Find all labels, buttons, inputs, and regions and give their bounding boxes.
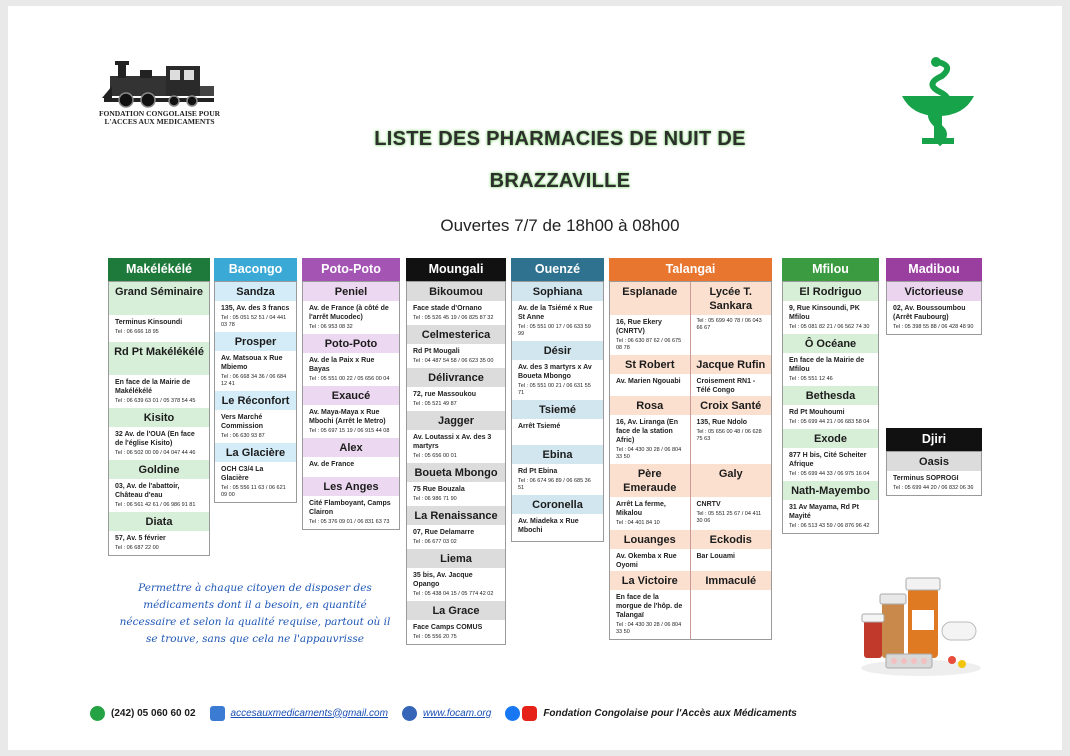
pharmacy-name: Le Réconfort xyxy=(215,391,296,410)
pharmacy-address: 16, Rue Ekery (CNRTV) xyxy=(616,319,662,335)
pharmacy-name: Victorieuse xyxy=(887,282,981,301)
pharmacy-address: Vers Marché Commission xyxy=(221,414,264,430)
pharmacy-name: Galy xyxy=(691,464,772,497)
pharmacy-cell xyxy=(691,530,772,571)
pharmacy-tel: Tel : 05 556 11 63 / 06 621 09 00 xyxy=(221,485,286,498)
pharmacy-address: Av. Maya-Maya x Rue Mbochi (Arrêt le Metro) xyxy=(309,409,386,425)
pharmacy-cell xyxy=(610,396,691,464)
pharmacy-name: Jacque Rufin xyxy=(691,355,772,374)
pharmacy-tel: Tel : 05 438 04 15 / 05 774 42 02 xyxy=(413,591,494,597)
pharmacy-tel: Tel : 06 668 34 36 / 06 684 12 41 xyxy=(221,374,287,387)
footer-phone xyxy=(90,706,196,721)
pharmacy-address: Rd Pt Ebina xyxy=(518,468,558,475)
pharmacy-address: Arrêt La ferme, Mikalou xyxy=(616,501,666,517)
pharmacy-name: Exaucé xyxy=(303,386,399,405)
pharmacy-address: Bar Louami xyxy=(696,553,736,560)
pharmacy-tel: Tel : 06 630 87 62 / 06 675 08 78 xyxy=(616,338,682,351)
pharmacy-address: 35 bis, Av. Jacque Opango xyxy=(413,572,473,588)
pharmacy-tel: Tel : 06 502 00 09 / 04 047 44 46 xyxy=(115,450,196,456)
pharmacy-name: Délivrance xyxy=(407,368,505,387)
pharmacy-name: Sophiana xyxy=(512,282,603,301)
pharmacy-cell xyxy=(610,464,691,530)
pharmacy-name: Esplanade xyxy=(610,282,690,315)
pharmacy-tel: Tel : 06 513 43 59 / 06 876 96 42 xyxy=(789,523,870,529)
pharmacy-tel: Tel : 04 401 84 10 xyxy=(616,520,660,526)
pharmacy-name: Père Emeraude xyxy=(610,464,690,497)
district-header: Makélékélé xyxy=(108,258,210,281)
pharmacy-name: La Renaissance xyxy=(407,506,505,525)
pharmacy-name: St Robert xyxy=(610,355,690,374)
pharmacy-address: 877 H bis, Cité Scheiter Afrique xyxy=(789,452,867,468)
pharmacy-tel: Tel : 05 398 55 88 / 06 428 48 90 xyxy=(893,324,974,330)
pharmacy-address: 07, Rue Delamarre xyxy=(413,529,475,536)
pharmacy-name: Bethesda xyxy=(783,386,878,405)
pharmacy-cell xyxy=(691,571,772,639)
pharmacy-address: OCH C3/4 La Glacière xyxy=(221,466,264,482)
district-header: Moungali xyxy=(406,258,506,281)
pharmacy-address: 135, Rue Ndolo xyxy=(696,419,748,426)
pharmacy-name: Louanges xyxy=(610,530,690,549)
email-link[interactable]: accesauxmedicaments@gmail.com xyxy=(230,707,388,719)
district-djiri xyxy=(886,428,982,496)
pharmacy-address: Face Camps COMUS xyxy=(413,624,483,631)
title-line-1: LISTE DES PHARMACIES DE NUIT DE xyxy=(374,128,746,150)
pharmacy-tel: Tel : 05 551 12 46 xyxy=(789,376,833,382)
pharmacy-tel: Tel : 06 674 96 89 / 06 685 36 51 xyxy=(518,478,591,491)
pharmacy-tel: Tel : 05 551 00 22 / 05 656 00 04 xyxy=(309,376,390,382)
pharmacy-address: En face de la morgue de l'hôp. de Talangaï xyxy=(616,594,683,619)
youtube-icon[interactable] xyxy=(522,706,537,721)
pharmacy-tel: Tel : 06 666 18 95 xyxy=(115,329,159,335)
pharmacy-name: El Rodriguo xyxy=(783,282,878,301)
district-list xyxy=(406,281,506,645)
pharmacy-tel: Tel : 05 656 00 01 xyxy=(413,453,457,459)
pharmacy-address: 02, Av. Boussoumbou (Arrêt Faubourg) xyxy=(893,305,966,321)
pharmacy-name: Sandza xyxy=(215,282,296,301)
district-header: Bacongo xyxy=(214,258,297,281)
pharmacy-name: La Glacière xyxy=(215,443,296,462)
pharmacy-address: Av. Loutassi x Av. des 3 martyrs xyxy=(413,434,492,450)
pharmacy-tel: Tel : 05 521 49 87 xyxy=(413,401,457,407)
email-icon xyxy=(210,706,225,721)
pharmacy-address: Av. de France xyxy=(309,461,355,468)
pharmacy-address: En face de la Mairie de Mfilou xyxy=(789,357,865,373)
pharmacy-tel: Tel : 05 051 52 51 / 04 441 03 78 xyxy=(221,315,287,328)
pharmacy-name: Diata xyxy=(109,512,209,531)
foundation-logo xyxy=(92,58,227,138)
pharmacy-tel: Tel : 05 551 25 67 / 04 411 30 06 xyxy=(696,511,762,524)
pharmacy-tel: Tel : 05 699 44 21 / 06 683 58 04 xyxy=(789,419,870,425)
district-list xyxy=(108,281,210,556)
mission-quote: Permettre à chaque citoyen de disposer des médicaments dont il a besoin, en quantité nécessaire et selon la qualité requise, partout où il se trouve, sans que cela ne l'appauvrisse xyxy=(119,582,391,645)
pharmacy-name: Tsiemé xyxy=(512,400,603,419)
footer-website[interactable] xyxy=(402,706,491,721)
pharmacy-cross-logo xyxy=(894,56,982,152)
pharmacy-name: Celmesterica xyxy=(407,325,505,344)
org-name-line1: FONDATION CONGOLAISE POUR xyxy=(98,109,221,118)
district-poto-poto xyxy=(302,258,400,530)
pharmacy-address: 31 Av Mayama, Rd Pt Mayité xyxy=(789,504,859,520)
pharmacy-name: Rd Pt Makélékélé xyxy=(109,342,209,375)
district-header: Talangai xyxy=(609,258,772,281)
pharmacy-name: Lycée T. Sankara xyxy=(691,282,772,315)
title-line-2: BRAZZAVILLE xyxy=(489,170,631,192)
pharmacy-cell xyxy=(610,571,691,639)
train-icon xyxy=(100,58,220,110)
pharmacy-tel: Tel : 04 430 30 28 / 06 804 33 50 xyxy=(616,447,682,460)
pharmacy-cell xyxy=(610,530,691,571)
globe-icon xyxy=(402,706,417,721)
pharmacy-snake-cup-icon xyxy=(894,56,982,152)
pharmacy-name: Exode xyxy=(783,429,878,448)
pharmacy-address: 03, Av. de l'abattoir, Château d'eau xyxy=(115,483,180,499)
medicine-bottles-icon xyxy=(856,560,986,680)
pharmacy-address: Cité Flamboyant, Camps Clairon xyxy=(309,500,391,516)
opening-hours: Ouvertes 7/7 de 18h00 à 08h00 xyxy=(440,216,680,235)
pharmacy-address: Av. de France (à côté de l'arrêt Mucodec) xyxy=(309,305,389,321)
pharmacy-name: Immaculé xyxy=(691,571,772,590)
pharmacy-cell xyxy=(691,396,772,464)
district-list xyxy=(782,281,879,534)
pharmacy-cell xyxy=(610,355,691,396)
pharmacy-tel: Tel : 06 561 42 61 / 06 986 91 81 xyxy=(115,502,196,508)
footer xyxy=(90,703,811,723)
pharmacy-name: Grand Séminaire xyxy=(109,282,209,315)
pharmacy-address: Av. de la Tsiémé x Rue St Anne xyxy=(518,305,593,321)
footer-org-name: Fondation Congolaise pour l'Accès aux Médicaments xyxy=(543,707,797,719)
district-list xyxy=(302,281,400,530)
pharmacy-tel: Tel : 06 953 08 32 xyxy=(309,324,353,330)
footer-social xyxy=(505,706,797,721)
pharmacy-address: Av. des 3 martyrs x Av Boueta Mbongo xyxy=(518,364,592,380)
pharmacy-address: Av. de la Paix x Rue Bayas xyxy=(309,357,375,373)
pharmacy-address: Terminus SOPROGI xyxy=(893,475,959,482)
district-madibou xyxy=(886,258,982,335)
pharmacy-name: Jagger xyxy=(407,411,505,430)
pharmacy-address: CNRTV xyxy=(696,501,721,508)
district-header: Poto-Poto xyxy=(302,258,400,281)
district-header: Mfilou xyxy=(782,258,879,281)
pharmacy-tel: Tel : 05 697 15 19 / 06 915 44 08 xyxy=(309,428,390,434)
district-list xyxy=(214,281,297,503)
pharmacy-tel: Tel : 04 430 30 28 / 06 804 33 50 xyxy=(616,622,682,635)
pharmacy-name: Poto-Poto xyxy=(303,334,399,353)
district-list xyxy=(609,281,772,640)
pharmacy-address: 72, rue Massoukou xyxy=(413,391,477,398)
pharmacy-name: Ô Océane xyxy=(783,334,878,353)
pharmacy-address: 16, Av. Liranga (En face de la station Afric) xyxy=(616,419,678,444)
org-name-line2: L'ACCES AUX MEDICAMENTS xyxy=(104,117,215,126)
pharmacy-name: Nath-Mayembo xyxy=(783,481,878,500)
pharmacy-name: Les Anges xyxy=(303,477,399,496)
pharmacy-name: Kisito xyxy=(109,408,209,427)
pharmacy-cell xyxy=(610,282,691,355)
pharmacy-name: Eckodis xyxy=(691,530,772,549)
pharmacy-name: Oasis xyxy=(887,452,981,471)
pharmacy-tel: Tel : 05 699 40 78 / 06 043 66 67 xyxy=(696,318,762,331)
pharmacy-tel: Tel : 05 551 00 17 / 06 633 59 99 xyxy=(518,324,591,337)
pharmacy-tel: Tel : 06 639 63 01 / 05 378 54 45 xyxy=(115,398,196,404)
district-list xyxy=(511,281,604,542)
district-talangai xyxy=(609,258,772,640)
pharmacy-address: Av. Matsoua x Rue Mbiemo xyxy=(221,355,283,371)
district-ouenze xyxy=(511,258,604,542)
pharmacy-name: Prosper xyxy=(215,332,296,351)
footer-email[interactable] xyxy=(210,706,388,721)
district-mfilou xyxy=(782,258,879,534)
pharmacy-tel: Tel : 05 081 82 21 / 06 562 74 30 xyxy=(789,324,870,330)
pharmacy-tel: Tel : 06 677 03 02 xyxy=(413,539,457,545)
pharmacy-address: 9, Rue Kinsoundi, PK Mfilou xyxy=(789,305,860,321)
pharmacy-tel: Tel : 04 487 54 58 / 06 623 35 00 xyxy=(413,358,494,364)
pharmacy-address: Terminus Kinsoundi xyxy=(115,319,183,326)
pharmacy-cell xyxy=(691,355,772,396)
pharmacy-name: Bikoumou xyxy=(407,282,505,301)
pharmacy-address: En face de la Mairie de Makélékélé xyxy=(115,379,191,395)
district-list xyxy=(886,451,982,496)
pharmacy-tel: Tel : 05 376 09 01 / 06 831 63 73 xyxy=(309,519,390,525)
medicines-illustration xyxy=(856,560,986,680)
district-makelekele xyxy=(108,258,210,556)
pharmacy-address: Rd Pt Mougali xyxy=(413,348,460,355)
pharmacy-address: Croisement RN1 - Télé Congo xyxy=(696,378,756,394)
pharmacy-address: Av. Miadeka x Rue Mbochi xyxy=(518,518,579,534)
pharmacy-address: Face stade d'Ornano xyxy=(413,305,482,312)
pharmacy-tel: Tel : 05 656 00 48 / 06 628 75 63 xyxy=(696,429,762,442)
pharmacy-name: Coronella xyxy=(512,495,603,514)
phone-number: (242) 05 060 60 02 xyxy=(111,707,196,719)
district-header: Ouenzé xyxy=(511,258,604,281)
pharmacy-address: Rd Pt Mouhoumi xyxy=(789,409,845,416)
pharmacy-address: 135, Av. des 3 francs xyxy=(221,305,290,312)
pharmacy-name: Peniel xyxy=(303,282,399,301)
pharmacy-address: Arrêt Tsiemé xyxy=(518,423,561,430)
pharmacy-name: Rosa xyxy=(610,396,690,415)
pharmacy-tel: Tel : 06 687 22 00 xyxy=(115,545,159,551)
district-bacongo xyxy=(214,258,297,503)
pharmacy-name: Croix Santé xyxy=(691,396,772,415)
pharmacy-tel: Tel : 05 556 20 75 xyxy=(413,634,457,640)
district-list xyxy=(886,281,982,335)
website-link[interactable]: www.focam.org xyxy=(422,707,492,719)
pharmacy-tel: Tel : 06 986 71 90 xyxy=(413,496,457,502)
pharmacy-address: Av. Marien Ngouabi xyxy=(616,378,681,385)
pharmacy-address: 32 Av. de l'OUA (En face de l'église Kisito) xyxy=(115,431,195,447)
pharmacy-name: Alex xyxy=(303,438,399,457)
pharmacy-name: Désir xyxy=(512,341,603,360)
facebook-icon[interactable] xyxy=(505,706,520,721)
pharmacy-cell xyxy=(691,282,772,355)
pharmacy-name: Liema xyxy=(407,549,505,568)
pharmacy-tel: Tel : 05 526 45 19 / 06 825 87 32 xyxy=(413,315,494,321)
pharmacy-name: Boueta Mbongo xyxy=(407,463,505,482)
district-header: Madibou xyxy=(886,258,982,281)
pharmacy-name: Ebina xyxy=(512,445,603,464)
district-header: Djiri xyxy=(886,428,982,451)
pharmacy-tel: Tel : 05 551 00 21 / 06 631 55 71 xyxy=(518,383,591,396)
pharmacy-name: La Victoire xyxy=(610,571,690,590)
pharmacy-name: La Grace xyxy=(407,601,505,620)
district-moungali xyxy=(406,258,506,645)
pharmacy-tel: Tel : 05 699 44 33 / 06 975 16 04 xyxy=(789,471,870,477)
pharmacy-name: Goldine xyxy=(109,460,209,479)
pharmacy-address: 57, Av. 5 février xyxy=(115,535,166,542)
pharmacy-tel: Tel : 06 630 93 87 xyxy=(221,433,265,439)
whatsapp-icon xyxy=(90,706,105,721)
pharmacy-address: Av. Okemba x Rue Oyomi xyxy=(616,553,677,569)
pharmacy-tel: Tel : 05 699 44 20 / 06 832 06 36 xyxy=(893,485,974,491)
pharmacy-cell xyxy=(691,464,772,530)
pharmacy-address: 75 Rue Bouzala xyxy=(413,486,465,493)
